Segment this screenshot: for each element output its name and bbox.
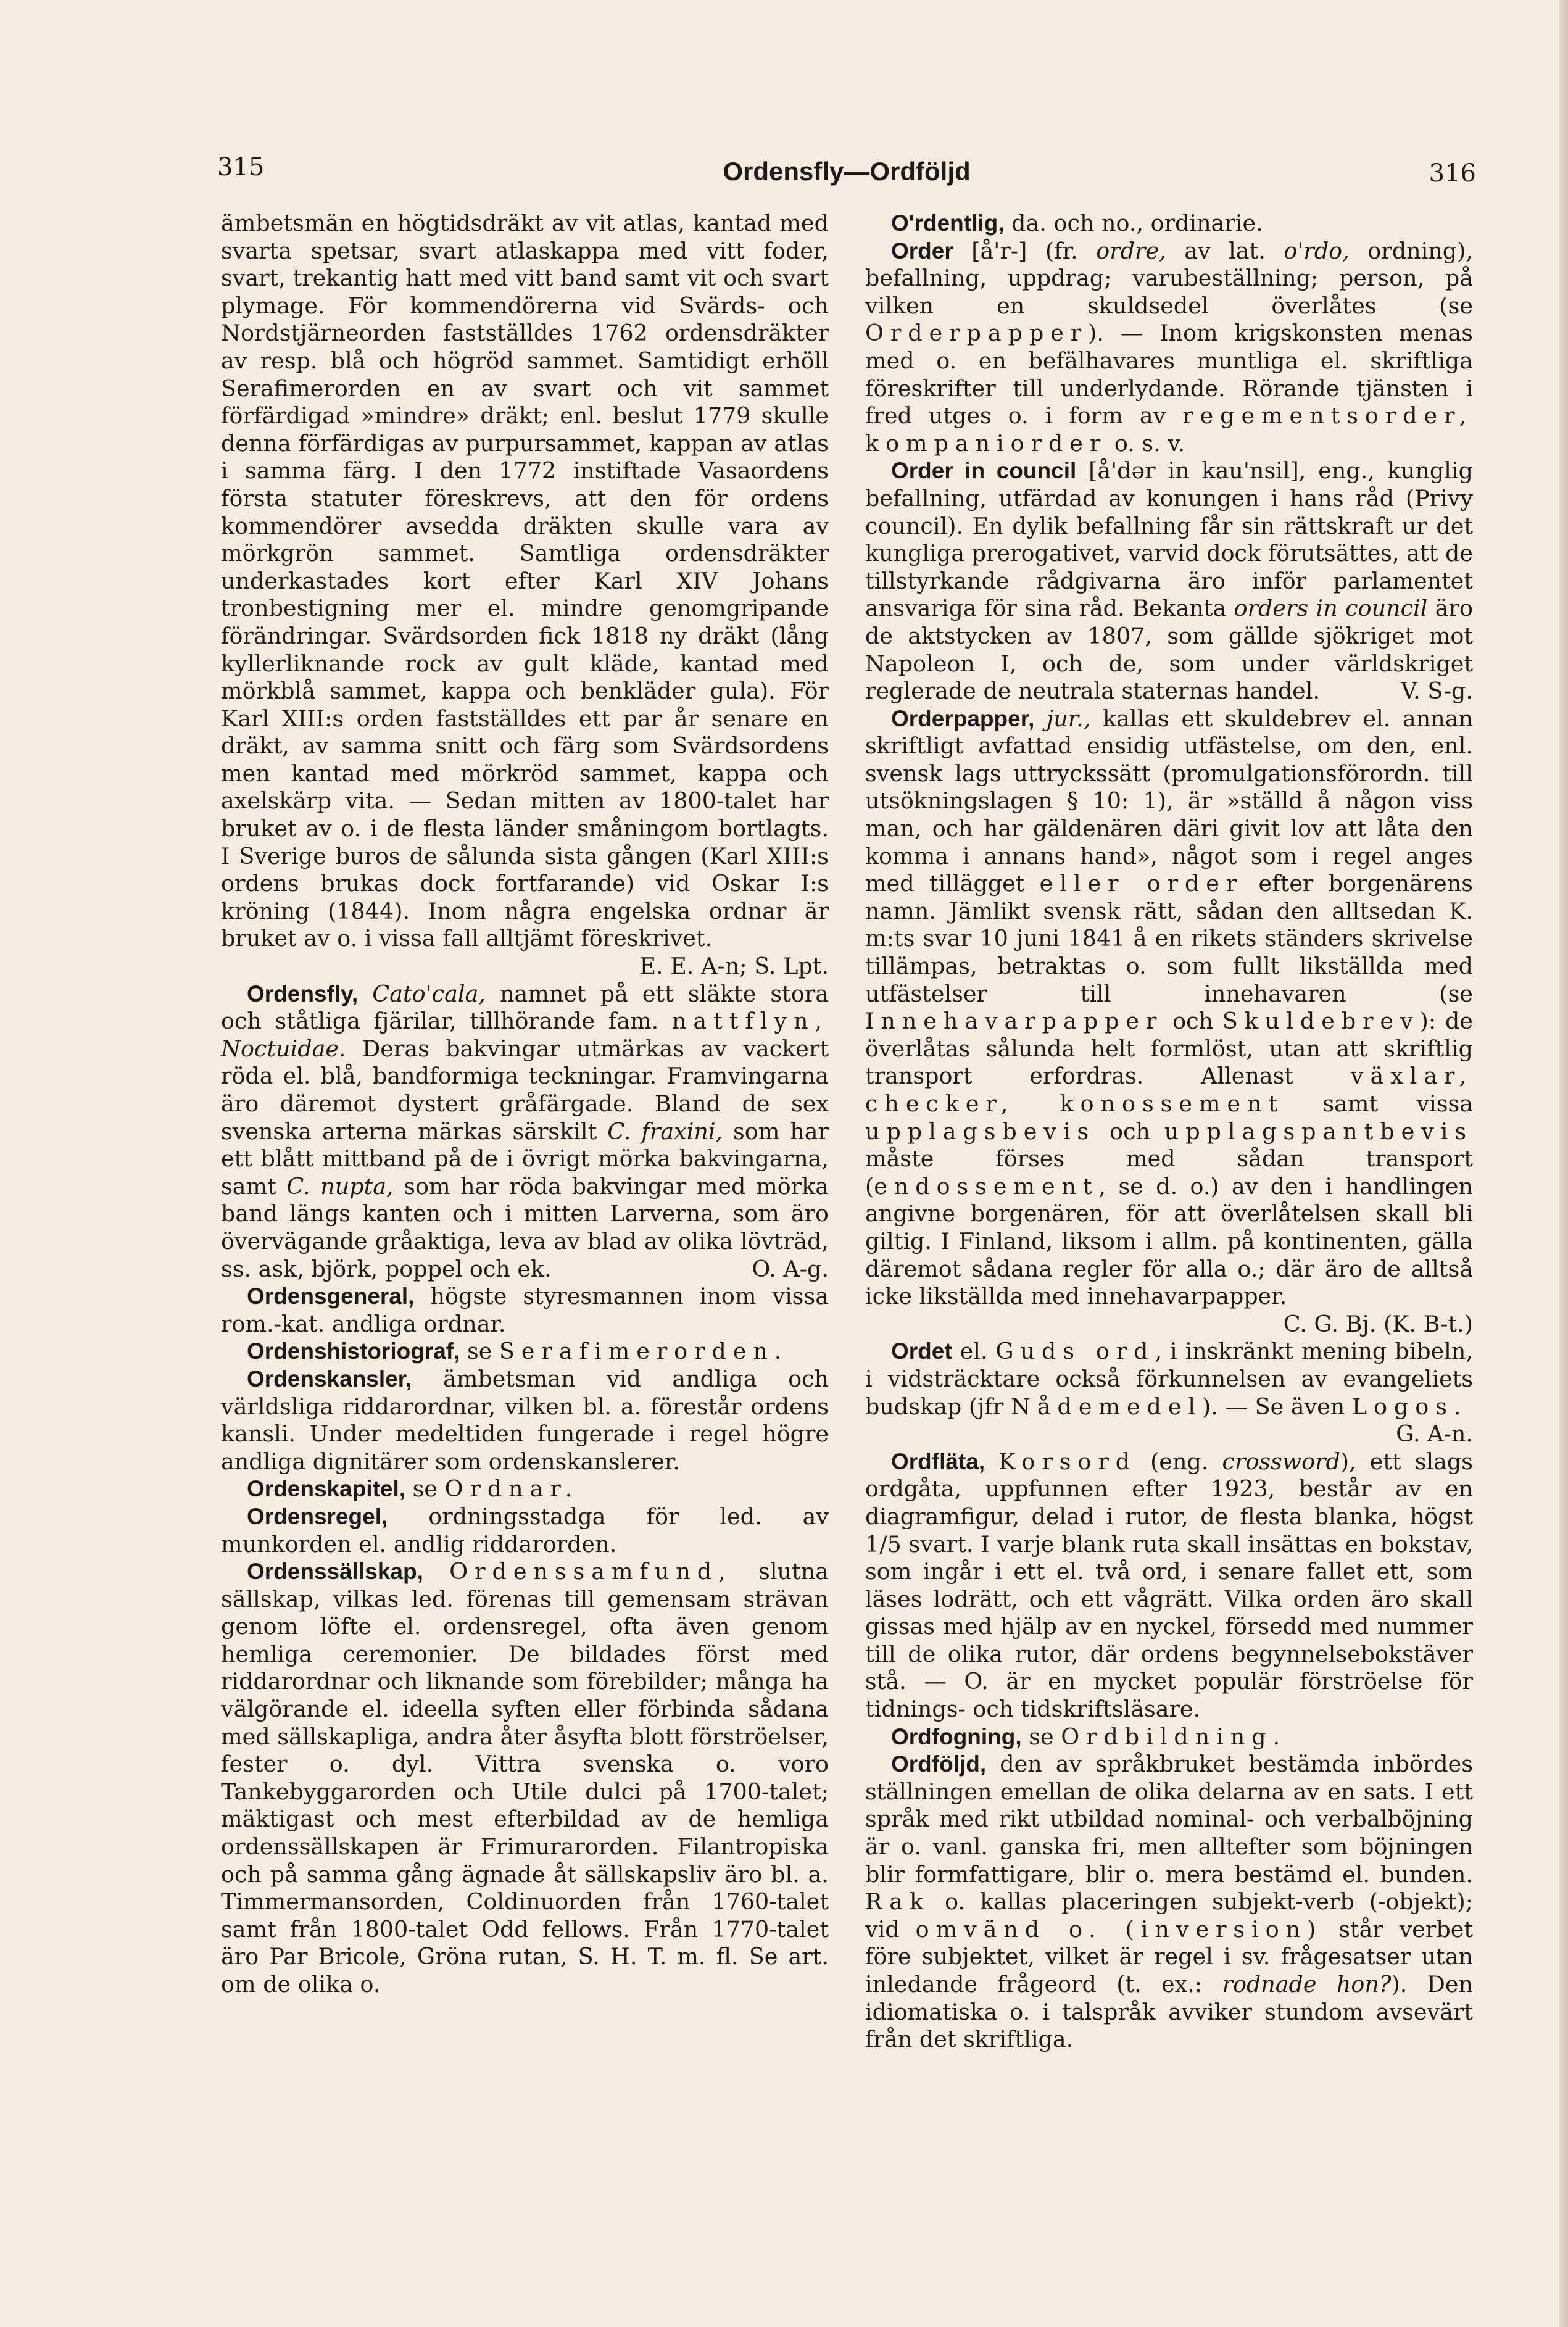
entry-ordet xyxy=(865,1338,1473,1448)
page-header xyxy=(217,153,1476,196)
cross-reference: Ordnar. xyxy=(444,1475,579,1503)
cross-reference: Skuldebrev xyxy=(1222,1008,1420,1035)
cross-reference: Serafimerorden. xyxy=(499,1338,789,1365)
spaced-term: upplagspantbevis xyxy=(1164,1118,1473,1145)
spaced-term: Ordenssamfund, xyxy=(449,1558,732,1585)
cross-reference: Logos. xyxy=(1351,1393,1468,1420)
entry-ordenskapitel xyxy=(221,1475,829,1503)
entry-text: , i inskränkt mening bibeln, i vidsträcktare också förkunnelsen av evangeliets budskap (jfr xyxy=(865,1338,1473,1420)
author-signature: O. A-g. xyxy=(752,1255,829,1282)
entry-text: da. och no., ordinarie. xyxy=(1004,210,1263,236)
entry-ordensgeneral xyxy=(221,1283,829,1338)
spaced-term: Korsord xyxy=(998,1448,1137,1475)
entry-text: ). — Se även xyxy=(1202,1393,1352,1420)
entry-order xyxy=(865,238,1473,458)
foreign-term: orders in council xyxy=(1234,595,1428,622)
entry-text: o. s. v. xyxy=(1107,429,1185,457)
entry-text: el. xyxy=(952,1338,996,1365)
entry-ordenskansler xyxy=(221,1366,829,1475)
latin-name: C. nupta, xyxy=(286,1172,394,1200)
foreign-term: crossword xyxy=(1222,1448,1340,1475)
headword: Order in council xyxy=(891,458,1077,484)
entry-text xyxy=(423,1558,449,1585)
entry-ordfoljd xyxy=(865,1751,1473,2054)
headword: Ordföljd, xyxy=(891,1751,987,1777)
entry-text: se xyxy=(1021,1723,1061,1750)
entry-continuation xyxy=(221,210,829,981)
entry-text: ). — Inom krigskonsten menas med o. en befälhavares muntliga el. skriftliga föreskrifter till underlydande. Rörande tjänsten i fred utges o. i form av xyxy=(865,320,1473,429)
spaced-term: omvänd o. (inversion) xyxy=(915,1915,1323,1943)
page-number-right: 316 xyxy=(1429,159,1476,188)
entry-text: namnet på ett släkte stora och ståtliga fjärilar, tillhörande fam. xyxy=(221,980,829,1035)
headword: Ordfogning, xyxy=(891,1723,1022,1749)
headword: O'rdentlig, xyxy=(891,210,1005,236)
latin-name: Cato'cala, xyxy=(372,980,486,1007)
entry-text: o. kallas placeringen subjekt-verb (-objekt); vid xyxy=(865,1888,1473,1943)
spaced-term: endossement xyxy=(874,1172,1099,1200)
entry-ordfogning xyxy=(865,1723,1473,1751)
cross-reference: Ordbildning. xyxy=(1061,1723,1287,1750)
entry-text: äro de aktstycken av 1807, som gällde sjökriget mot Napoleon I, och de, som under världskriget reglerade de neutrala staternas handel. xyxy=(865,595,1473,705)
entry-text: se xyxy=(460,1338,499,1365)
entry-text: av lat. xyxy=(1166,237,1284,264)
entry-text: Deras bakvingar utmärkas av vackert röda el. blå, bandformiga teckningar. Framvingarna äro däremot dystert gråfärgade. Bland de sex svenska arterna märkas särskilt xyxy=(221,1035,829,1145)
entry-text: [å'dər in kau'nsil], eng., kunglig befallning, utfärdad av konungen i hans råd (Privy council). En dylik befallning får sin rättskraft ur det kungliga prerogativet, varvid dock förutsättes, att de tillstyrkande rådgivarna äro inför parlamentet ansvariga för sina råd. Bekanta xyxy=(865,457,1473,622)
latin-name: C. fraxini, xyxy=(607,1118,723,1145)
entry-text: ordningsstadga för led. av munkorden el. andlig riddarorden. xyxy=(221,1503,829,1558)
entry-text: , se d. o.) av den i handlingen angivne borgenären, för att överlåtelsen skall bli giltig. I Finland, liksom i allm. på kontinenten, gälla däremot sådana regler för alla o.; där äro de alltså icke likställda med innehavarpapper. xyxy=(865,1172,1473,1310)
cross-reference: Nådemedel xyxy=(1010,1393,1203,1420)
headword: Ordensgeneral, xyxy=(247,1284,415,1309)
example-phrase: rodnade hon? xyxy=(1222,1971,1392,1997)
entry-text: ordning), befallning, uppdrag; varubeställning; person, på vilken en skuldsedel överlåtes (se xyxy=(865,237,1473,319)
author-signature: V. S-g. xyxy=(1401,678,1473,705)
headword: Ordenssällskap, xyxy=(247,1559,423,1585)
spaced-term: upplagsbevis xyxy=(865,1118,1096,1145)
author-signature: C. G. Bj. (K. B-t.) xyxy=(1283,1310,1473,1337)
entry-text: som har röda bakvingar med mörka band längs kanten och i mitten Larverna, som äro övervägande gråaktiga, leva av blad av olika lövträd, ss. ask, björk, poppel och ek. xyxy=(221,1172,829,1282)
cross-reference: Innehavarpapper xyxy=(865,1008,1164,1035)
entry-text: (eng. xyxy=(1137,1448,1222,1475)
entry-text: ämbetsman vid andliga och världsliga riddarordnar, vilken bl. a. förestår ordens kansli. Under medeltiden fungerade i regel högre andliga dignitärer som ordenskanslerer. xyxy=(221,1365,829,1475)
entry-text: ). Den idiomatiska o. i talspråk avviker stundom avsevärt från det skriftliga. xyxy=(865,1971,1473,2053)
left-column xyxy=(221,210,829,1999)
headword: Order xyxy=(891,238,953,263)
entry-text: måste förses med sådan transport ( xyxy=(865,1145,1473,1200)
latin-name: Noctuidae. xyxy=(221,1035,346,1062)
entry-orderpapper xyxy=(865,705,1473,1338)
entry-text: står verbet före subjektet, vilket är regel i sv. frågesatser utan inledande frågeord (t. ex.: xyxy=(865,1915,1473,1997)
entry-ordensregel xyxy=(221,1503,829,1558)
entry-text: som har ett blått mittband på de i övrigt mörka bakvingarna, samt xyxy=(221,1118,829,1200)
entry-ordentlig xyxy=(865,210,1473,238)
entry-text: [å'r-] (fr. xyxy=(953,237,1097,264)
entry-text: se xyxy=(405,1475,445,1503)
entry-text xyxy=(985,1448,998,1475)
entry-text: ämbetsmän en högtidsdräkt av vit atlas, kantad med svarta spetsar, svart atlaskappa med vitt foder, svart, trekantig hatt med vitt band samt vit och svart plymage. För kommendörerna vid Svärds- och Nordstjärneorden fastställdes 1762 ordensdräkter av resp. blå och högröd sammet. Samtidigt erhöll Serafimerorden en av svart och vit sammet förfärdigad »mindre» dräkt; enl. beslut 1779 skulle denna förfärdigas av purpursammet, kappan av atlas i samma färg. I den 1772 instiftade Vasaordens första statuter föreskrevs, att den för ordens kommendörer avsedda dräkten skulle vara av mörkgrön sammet. Samtliga ordensdräkter underkastades kort efter Karl XIV Johans tronbestigning mer el. mindre genomgripande förändringar. Svärdsorden fick 1818 ny dräkt (lång kyllerliknande rock av gult kläde, kantad med mörkblå sammet, kappa och benkläder gula). För Karl XIII:s orden fastställdes ett par år senare en dräkt, av samma snitt och färg som Svärdsordens men kantad med mörkröd sammet, kappa och axelskärp vita. — Sedan mitten av 1800-talet har bruket av o. i de flesta länder småningom bortlagts. I Sverige buros de sålunda sista gången (Karl XIII:s ordens brukas dock fortfarande) vid Oskar I:s kröning (1844). Inom några engelska ordnar är bruket av o. i vissa fall alltjämt föreskrivet. xyxy=(221,210,829,952)
entry-text: ): de överlåtas sålunda helt formlöst, utan att skriftlig transport erfordras. Allenast xyxy=(865,1008,1473,1090)
abbreviation: jur., xyxy=(1034,705,1091,732)
headword: Ordenskapitel, xyxy=(247,1476,406,1502)
spaced-term: Guds ord xyxy=(995,1338,1155,1365)
cross-reference: Orderpapper xyxy=(865,320,1089,347)
spaced-term: regementsorder, kompaniorder xyxy=(865,402,1473,457)
entry-ordenshistoriograf xyxy=(221,1338,829,1366)
entry-text: och xyxy=(1163,1008,1222,1035)
entry-text: kallas ett skuldebrev el. annan skriftligt avfattad ensidig utfästelse, om den, enl. svensk lags uttryckssätt (promulgationsförordn. till utsökningslagen § 10: 1), är »ställd å någon viss man, och har gäldenären däri givit lov att låta den komma i annans hand», något som i regel anges med tillägget xyxy=(865,705,1473,897)
entry-text: ), ett slags ordgåta, uppfunnen efter 1923, består av en diagramfigur, delad i rutor, de flesta blanka, högst 1/5 svart. I varje blank ruta skall insättas en bokstav, som ingår i ett el. två ord, i senare fallet ett, som läses lodrätt, och ett vågrätt. Vilka orden äro skall gissas med hjälp av en nyckel, försedd med nummer till de olika rutor, där ordens begynnelsebokstäver stå. — O. är en mycket populär förströelse för tidnings- och tidskriftsläsare. xyxy=(865,1448,1473,1723)
entry-text: högste styresmannen inom vissa rom.-kat. andliga ordnar. xyxy=(221,1283,829,1337)
entry-text: efter borgenärens namn. Jämlikt svensk rätt, sådan den alltsedan K. m:ts svar 10 juni 1841 å en rikets ständers skrivelse tillämpas, betraktas o. som fullt likställda med utfästelser till innehavaren (se xyxy=(865,870,1474,1007)
headword: Ordenshistoriograf, xyxy=(247,1338,460,1364)
foreign-term: ordre, xyxy=(1096,237,1166,264)
spaced-term: växlar, checker, konossement xyxy=(865,1063,1473,1117)
entry-text: den av språkbruket bestämda inbördes ställningen emellan de olika delarna av en sats. I ett språk med rikt utbildad nominal- och verbalböjning är o. vanl. ganska fri, men alltefter som böjningen blir formfattigare, blir o. mera bestämd el. bunden. xyxy=(865,1751,1473,1888)
entry-ordensfly xyxy=(221,981,829,1284)
headword: Ordfläta, xyxy=(891,1448,985,1474)
entry-text: samt vissa xyxy=(1284,1090,1473,1117)
foreign-term: o'rdo, xyxy=(1284,237,1350,264)
entry-ordenssallskap xyxy=(221,1558,829,1999)
entry-text: slutna sällskap, vilkas led. förenas till gemensam strävan genom löfte el. ordensregel, ofta även genom hemliga ceremonier. De bildades först med riddarordnar och liknande som förebilder; många ha välgörande el. ideella syften eller förbinda sådana med sällskapliga, andra åter åsyfta blott förströelser, fester o. dyl. Vittra svenska o. voro Tankebyggarorden och Utile dulci på 1700-talet; mäktigast och mest efterbildad av de hemliga ordenssällskapen är Frimurarorden. Filantropiska och på samma gång ägnade åt sällskapsliv äro bl. a. Timmermansorden, Coldinuorden från 1760-talet samt från 1800-talet Odd fellows. Från 1770-talet äro Par Bricole, Gröna rutan, S. H. T. m. fl. Se art. om de olika o. xyxy=(221,1558,829,1997)
running-head: Ordensfly—Ordföljd xyxy=(723,157,971,186)
headword: Ordensregel, xyxy=(247,1503,388,1529)
entry-ordflata xyxy=(865,1448,1473,1723)
headword: Ordet xyxy=(891,1338,952,1364)
entry-order-in-council xyxy=(865,457,1473,705)
page-edge xyxy=(1559,0,1568,2327)
author-signature: G. A-n. xyxy=(1396,1421,1473,1448)
spaced-term: Rak xyxy=(865,1888,931,1915)
right-column xyxy=(865,210,1473,2054)
spaced-term: nattflyn, xyxy=(671,1008,829,1035)
headword: Orderpapper, xyxy=(891,705,1035,731)
page-number-left: 315 xyxy=(217,153,265,181)
author-signature: E. E. A-n; S. Lpt. xyxy=(639,953,829,980)
headword: Ordenskansler, xyxy=(247,1366,412,1392)
headword: Ordensfly, xyxy=(247,981,359,1006)
entry-text: och xyxy=(1095,1118,1164,1145)
spaced-term: eller order xyxy=(1039,870,1244,897)
